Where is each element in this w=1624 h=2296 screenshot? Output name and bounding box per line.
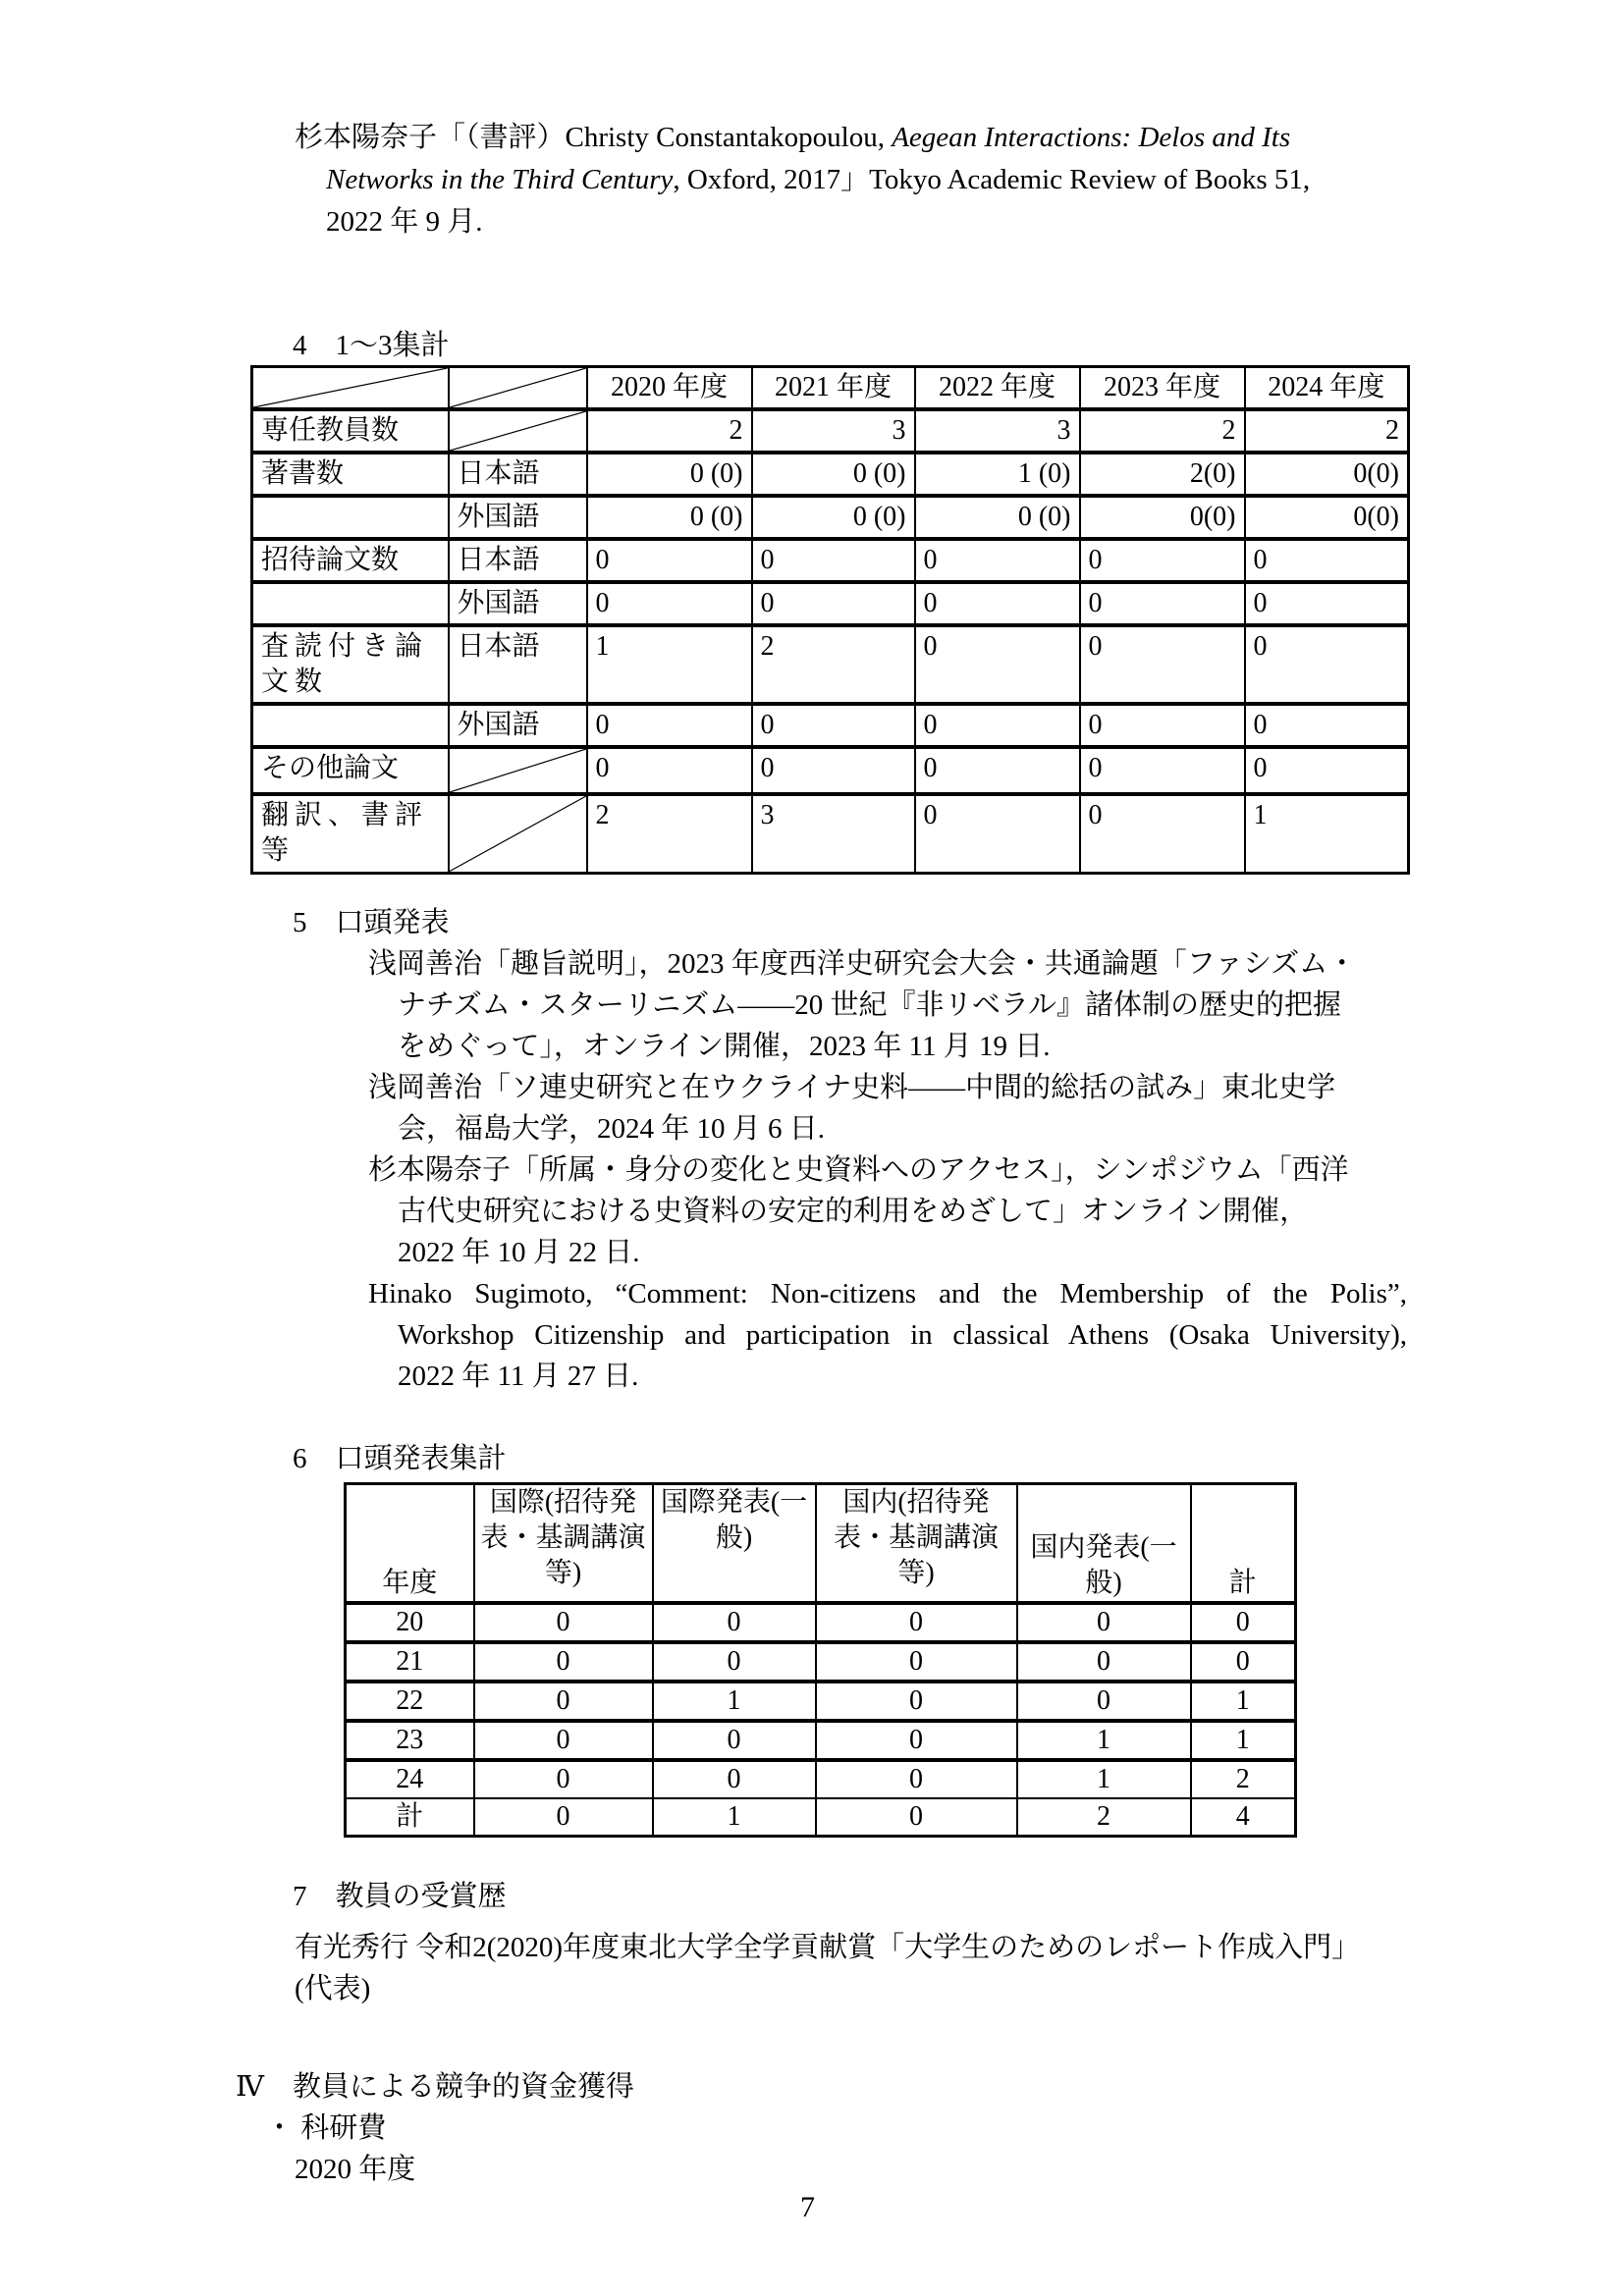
presentation-summary-table — [344, 1482, 1297, 1838]
row-sublabel: 外国語 — [449, 582, 587, 625]
book-review-line-3: 2022 年 9 月. — [326, 206, 483, 238]
table-row — [252, 539, 1409, 582]
empty-diagonal-cell — [449, 747, 587, 794]
cell-value: 2(0) — [1080, 453, 1245, 496]
presentation-1-line-1: 浅岡善治「趣旨説明」，2023 年度西洋史研究会大会・共通論題「ファシズム・ — [368, 948, 1357, 980]
cell-value: 0 — [474, 1682, 653, 1721]
row-year: 24 — [346, 1760, 474, 1798]
presentation-2-line-1: 浅岡善治「ソ連史研究と在ウクライナ史料――中間的総括の試み」東北史学 — [368, 1072, 1336, 1103]
award-line-1: 有光秀行 令和2(2020)年度東北大学全学貢献賞「大学生のためのレポート作成入門」 — [295, 1932, 1361, 1963]
row-label: 査読付き論文数 — [252, 625, 449, 704]
cell-value: 0 (0) — [587, 496, 752, 539]
header-year: 年度 — [346, 1484, 474, 1604]
table-row — [252, 453, 1409, 496]
cell-value: 2 — [1245, 409, 1409, 453]
section-7-heading: 7 教員の受賞歴 — [293, 1881, 507, 1912]
summary-header-row — [252, 367, 1409, 410]
table-row — [252, 704, 1409, 747]
cell-value: 1 — [653, 1682, 816, 1721]
section-5-heading: 5 口頭発表 — [293, 907, 450, 938]
table-total-row — [346, 1798, 1296, 1837]
kakenhi-bullet: ・ 科研費 — [265, 2112, 387, 2144]
cell-value: 0 — [474, 1642, 653, 1682]
header-domestic-general: 国内発表(一般) — [1017, 1484, 1191, 1604]
cell-value: 0 — [1080, 625, 1245, 704]
cell-value: 0 — [653, 1603, 816, 1642]
table-row — [252, 794, 1409, 873]
year-header: 2022 年度 — [915, 367, 1080, 410]
page-number: 7 — [800, 2191, 815, 2223]
cell-value: 0 — [816, 1760, 1017, 1798]
row-year: 20 — [346, 1603, 474, 1642]
row-label — [252, 704, 449, 747]
table-row — [252, 747, 1409, 794]
table-row — [252, 496, 1409, 539]
presentation-header-row — [346, 1484, 1296, 1604]
cell-value: 2 — [587, 409, 752, 453]
book-review-line-1 — [295, 118, 1407, 157]
cell-value: 0 — [587, 582, 752, 625]
row-year: 21 — [346, 1642, 474, 1682]
presentation-1-line-3: をめぐって」，オンライン開催，2023 年 11 月 19 日. — [398, 1031, 1051, 1062]
presentation-4-line-3: 2022 年 11 月 27 日. — [398, 1361, 639, 1392]
cell-value: 0 — [474, 1603, 653, 1642]
cell-value: 1 — [653, 1798, 816, 1837]
book-review-line-2 — [326, 160, 1310, 199]
header-intl-invited: 国際(招待発表・基調講演等) — [474, 1484, 653, 1604]
cell-value: 0 — [1245, 539, 1409, 582]
cell-value: 0 — [915, 582, 1080, 625]
cell-value: 0 — [1245, 747, 1409, 794]
cell-value: 2 — [1017, 1798, 1191, 1837]
row-year: 計 — [346, 1798, 474, 1837]
presentation-1-line-2: ナチズム・スターリニズム――20 世紀『非リベラル』諸体制の歴史的把握 — [398, 989, 1342, 1021]
year-header: 2024 年度 — [1245, 367, 1409, 410]
cell-value: 1 — [1017, 1721, 1191, 1760]
cell-value: 0 — [1191, 1642, 1296, 1682]
row-sublabel: 日本語 — [449, 453, 587, 496]
award-line-2: (代表) — [295, 1973, 371, 2004]
cell-value: 0 — [915, 747, 1080, 794]
presentation-2-line-2: 会，福島大学，2024 年 10 月 6 日. — [398, 1113, 826, 1145]
cell-value: 0 — [1080, 582, 1245, 625]
cell-value: 4 — [1191, 1798, 1296, 1837]
year-header: 2020 年度 — [587, 367, 752, 410]
review-publication: , Oxford, 2017」Tokyo Academic Review of Books 51, — [673, 164, 1311, 195]
cell-value: 0 — [587, 539, 752, 582]
cell-value: 0 — [587, 747, 752, 794]
cell-value: 0 — [816, 1603, 1017, 1642]
cell-value: 0 — [1017, 1603, 1191, 1642]
cell-value: 0 — [1245, 704, 1409, 747]
review-author-title: 杉本陽奈子「（書評）Christy Constantakopoulou, — [295, 122, 893, 153]
cell-value: 0 — [915, 625, 1080, 704]
cell-value: 0 — [653, 1642, 816, 1682]
cell-value: 0 (0) — [752, 453, 915, 496]
cell-value: 0 — [474, 1760, 653, 1798]
row-sublabel: 外国語 — [449, 496, 587, 539]
cell-value: 2 — [1080, 409, 1245, 453]
table-row — [252, 582, 1409, 625]
cell-value: 0 — [1245, 582, 1409, 625]
row-sublabel: 外国語 — [449, 704, 587, 747]
cell-value: 0 — [752, 582, 915, 625]
cell-value: 0 — [1017, 1682, 1191, 1721]
table-row — [346, 1642, 1296, 1682]
row-year: 22 — [346, 1682, 474, 1721]
cell-value: 1 — [587, 625, 752, 704]
cell-value: 0 — [1017, 1642, 1191, 1682]
row-label: その他論文 — [252, 747, 449, 794]
cell-value: 0 — [816, 1682, 1017, 1721]
table-row — [346, 1721, 1296, 1760]
cell-value: 2 — [1191, 1760, 1296, 1798]
presentation-4-line-2: Workshop Citizenship and participation in classical Athens (Osaka University), — [398, 1319, 1407, 1351]
cell-value: 2 — [587, 794, 752, 873]
cell-value: 0 — [653, 1721, 816, 1760]
header-intl-general: 国際発表(一般) — [653, 1484, 816, 1604]
cell-value: 0 — [915, 794, 1080, 873]
table-row — [346, 1682, 1296, 1721]
year-header: 2021 年度 — [752, 367, 915, 410]
cell-value: 3 — [752, 794, 915, 873]
table-row — [252, 409, 1409, 453]
row-label: 翻訳、書評等 — [252, 794, 449, 873]
cell-value: 0 (0) — [915, 496, 1080, 539]
cell-value: 0(0) — [1245, 496, 1409, 539]
row-label — [252, 496, 449, 539]
cell-value: 0 — [915, 704, 1080, 747]
table-row — [346, 1760, 1296, 1798]
row-year: 23 — [346, 1721, 474, 1760]
review-book-title-part2: Networks in the Third Century — [326, 164, 674, 195]
cell-value: 1 — [1191, 1682, 1296, 1721]
row-label: 専任教員数 — [252, 409, 449, 453]
cell-value: 0 — [1080, 747, 1245, 794]
cell-value: 0 — [474, 1798, 653, 1837]
cell-value: 0 — [587, 704, 752, 747]
cell-value: 0 — [752, 539, 915, 582]
cell-value: 0 — [915, 539, 1080, 582]
cell-value: 0 (0) — [752, 496, 915, 539]
row-label — [252, 582, 449, 625]
table-row — [346, 1603, 1296, 1642]
table-row — [252, 625, 1409, 704]
row-label: 招待論文数 — [252, 539, 449, 582]
cell-value: 1 — [1245, 794, 1409, 873]
presentation-3-line-2: 古代史研究における史資料の安定的利用をめざして」オンライン開催， — [398, 1196, 1309, 1227]
fiscal-year-label: 2020 年度 — [295, 2154, 416, 2185]
header-domestic-invited: 国内(招待発表・基調講演等) — [816, 1484, 1017, 1604]
cell-value: 0 — [1191, 1603, 1296, 1642]
cell-value: 1 — [1191, 1721, 1296, 1760]
header-corner-2 — [449, 367, 587, 410]
cell-value: 0 (0) — [587, 453, 752, 496]
section-iv-heading: Ⅳ 教員による競争的資金獲得 — [236, 2071, 634, 2103]
header-corner-1 — [252, 367, 449, 410]
review-book-title-part1: Aegean Interactions: Delos and Its — [892, 122, 1291, 153]
cell-value: 0 — [1245, 625, 1409, 704]
cell-value: 0 — [1080, 539, 1245, 582]
empty-diagonal-cell — [449, 409, 587, 453]
header-total: 計 — [1191, 1484, 1296, 1604]
cell-value: 0 — [474, 1721, 653, 1760]
presentation-3-line-3: 2022 年 10 月 22 日. — [398, 1237, 640, 1268]
cell-value: 0 — [816, 1798, 1017, 1837]
cell-value: 0 — [816, 1721, 1017, 1760]
presentation-3-line-1: 杉本陽奈子「所属・身分の変化と史資料へのアクセス」，シンポジウム「西洋 — [368, 1154, 1349, 1186]
cell-value: 3 — [915, 409, 1080, 453]
cell-value: 0 — [653, 1760, 816, 1798]
cell-value: 3 — [752, 409, 915, 453]
cell-value: 0 — [752, 747, 915, 794]
cell-value: 0 — [752, 704, 915, 747]
cell-value: 0(0) — [1245, 453, 1409, 496]
summary-table — [250, 365, 1410, 875]
cell-value: 1 — [1017, 1760, 1191, 1798]
section-6-heading: 6 口頭発表集計 — [293, 1443, 507, 1474]
presentation-4-line-1: Hinako Sugimoto, “Comment: Non-citizens and the Membership of the Polis”, — [368, 1278, 1407, 1309]
row-label: 著書数 — [252, 453, 449, 496]
cell-value: 1 (0) — [915, 453, 1080, 496]
row-sublabel: 日本語 — [449, 625, 587, 704]
row-sublabel: 日本語 — [449, 539, 587, 582]
section-4-heading: 4 1〜3集計 — [293, 330, 450, 361]
cell-value: 0 — [816, 1642, 1017, 1682]
empty-diagonal-cell — [449, 794, 587, 873]
cell-value: 0 — [1080, 794, 1245, 873]
cell-value: 0 — [1080, 704, 1245, 747]
cell-value: 0(0) — [1080, 496, 1245, 539]
cell-value: 2 — [752, 625, 915, 704]
year-header: 2023 年度 — [1080, 367, 1245, 410]
